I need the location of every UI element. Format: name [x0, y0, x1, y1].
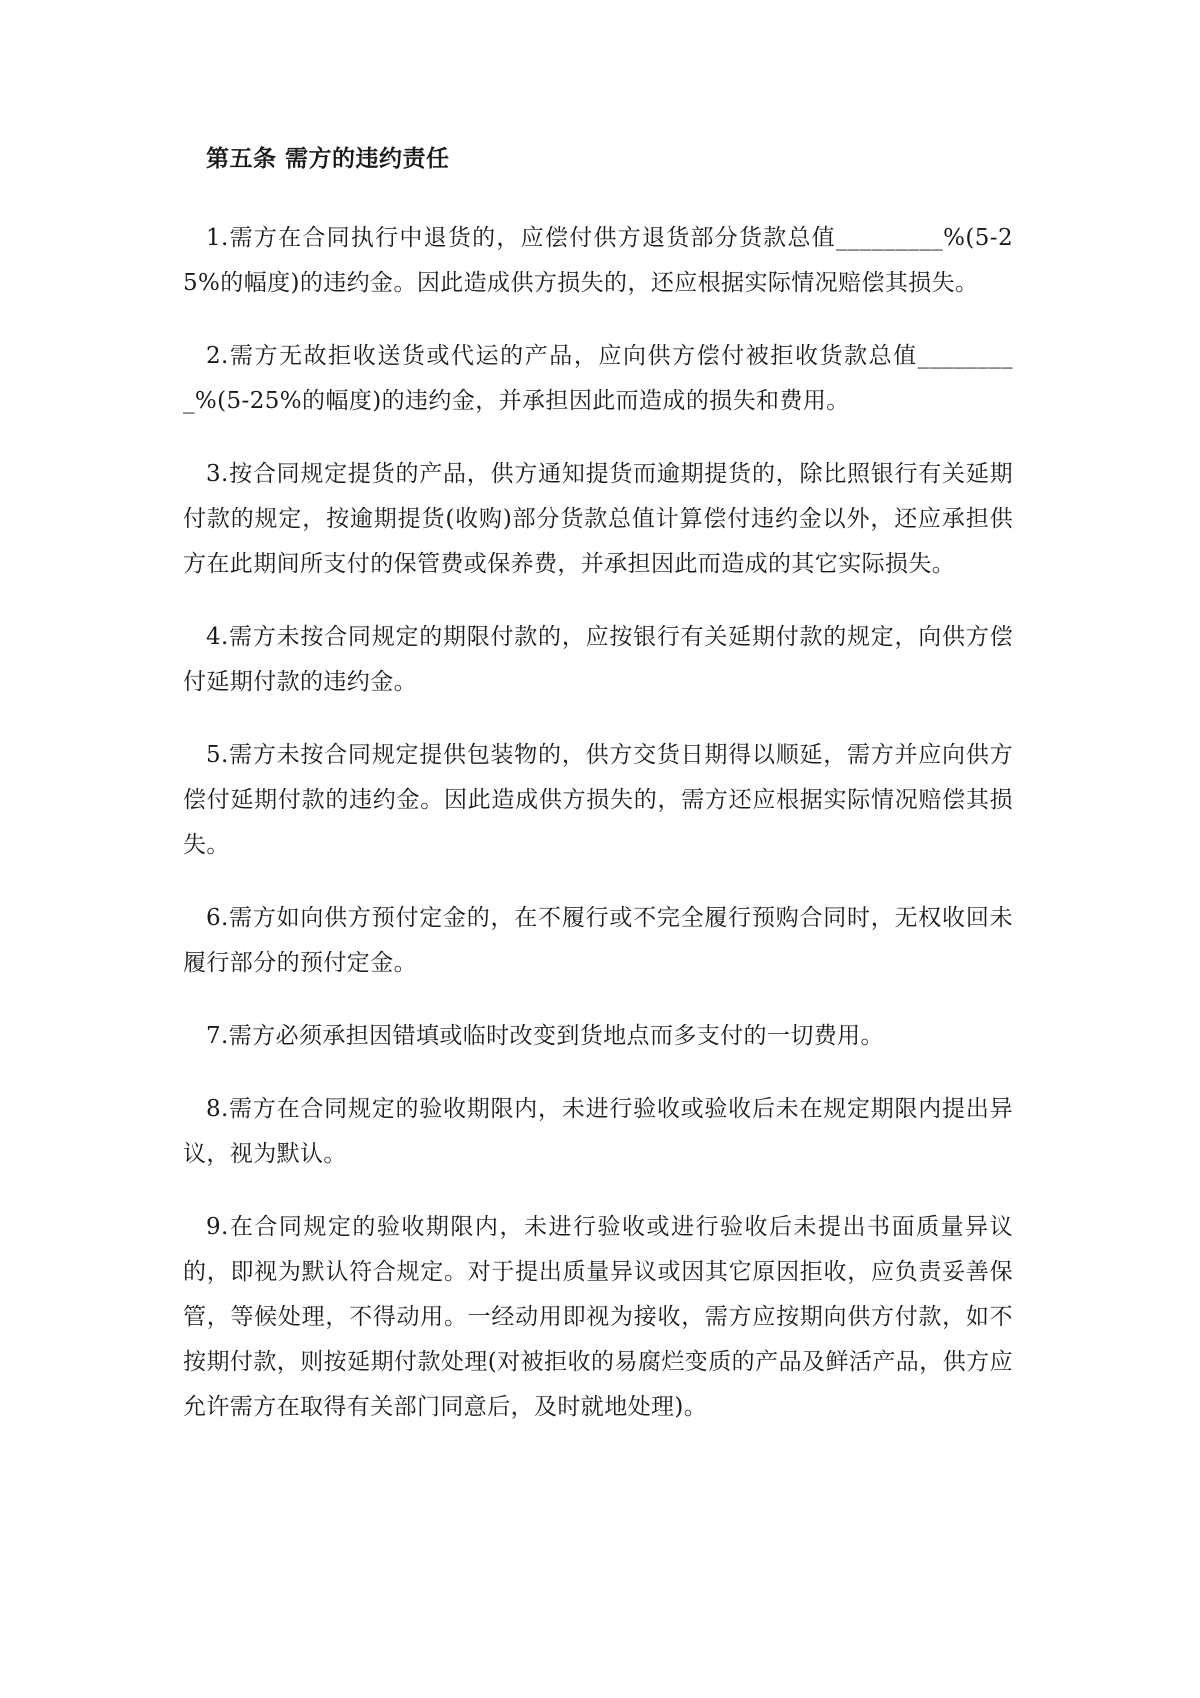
article-heading: 第五条 需方的违约责任 [206, 146, 450, 172]
clause-4: 4.需方未按合同规定的期限付款的，应按银行有关延期付款的规定，向供方偿付延期付款的违约金。 [183, 624, 1013, 695]
clause-9: 9.在合同规定的验收期限内，未进行验收或进行验收后未提出书面质量异议的，即视为默认符合规定。对于提出质量异议或因其它原因拒收，应负责妥善保管，等候处理，不得动用。一经动用即视为接收，需方应按期向供方付款，如不按期付款，则按延期付款处理(对被拒收的易腐烂变质的产品及鲜活产品，供方应允许需方在取得有关部门同意后，及时就地处理)。 [183, 1214, 1013, 1420]
clause-8: 8.需方在合同规定的验收期限内，未进行验收或验收后未在规定期限内提出异议，视为默认。 [183, 1096, 1013, 1167]
clause-5: 5.需方未按合同规定提供包装物的，供方交货日期得以顺延，需方并应向供方偿付延期付款的违约金。因此造成供方损失的，需方还应根据实际情况赔偿其损失。 [183, 742, 1013, 858]
clause-3: 3.按合同规定提货的产品，供方通知提货而逾期提货的，除比照银行有关延期付款的规定，按逾期提货(收购)部分货款总值计算偿付违约金以外，还应承担供方在此期间所支付的保管费或保养费，并承担因此而造成的其它实际损失。 [183, 461, 1013, 577]
clause-6: 6.需方如向供方预付定金的，在不履行或不完全履行预购合同时，无权收回未履行部分的预付定金。 [183, 905, 1013, 976]
clause-7: 7.需方必须承担因错填或临时改变到货地点而多支付的一切费用。 [206, 1023, 884, 1049]
document-body [183, 142, 1013, 1458]
clause-1: 1.需方在合同执行中退货的，应偿付供方退货部分货款总值_________%(5-25%的幅度)的违约金。因此造成供方损失的，还应根据实际情况赔偿其损失。 [183, 225, 1013, 296]
clause-2: 2.需方无故拒收送货或代运的产品，应向供方偿付被拒收货款总值_________%(5-25%的幅度)的违约金，并承担因此而造成的损失和费用。 [183, 343, 1013, 414]
